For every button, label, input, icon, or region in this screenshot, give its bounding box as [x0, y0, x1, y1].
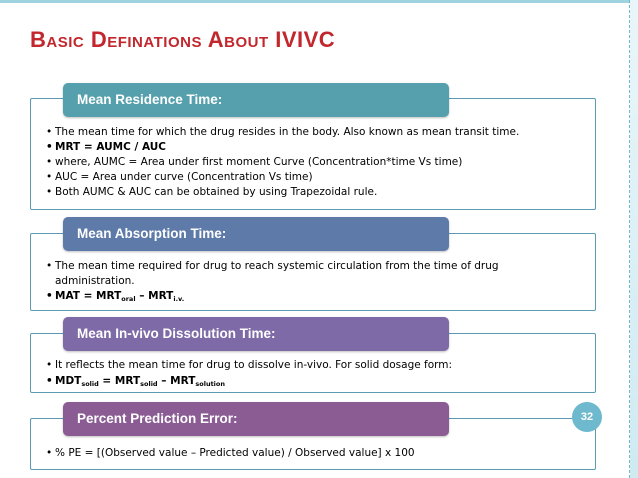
list-item: • The mean time required for drug to reach systemic circulation from the time of drug administration. — [46, 260, 499, 287]
list-item: • Both AUMC & AUC can be obtained by using Trapezoidal rule. — [46, 186, 378, 198]
top-rule — [0, 0, 638, 3]
list-item: • AUC = Area under curve (Concentration Vs time) — [46, 171, 313, 183]
header-percent-prediction-error: Percent Prediction Error: — [63, 402, 449, 436]
page-number-badge: 32 — [572, 402, 602, 432]
slide-title — [30, 28, 590, 54]
list-item-formula-mdt: • $MDT_{solid} = MRT_{solid} - MRT_{solution}$ — [46, 375, 225, 388]
list-item: • MRT = AUMC / AUC — [46, 141, 166, 153]
list-item: • The mean time for which the drug resides in the body. Also known as mean transit time. — [46, 126, 520, 138]
list-item: • It reflects the mean time for drug to dissolve in-vivo. For solid dosage form: — [46, 359, 453, 371]
list-item-formula-mat: • MAT = $MRT_{oral} - MRT_{i.v.}$ — [46, 290, 185, 303]
list-item: • % PE = [(Observed value – Predicted value) / Observed value] x 100 — [46, 447, 415, 459]
header-mean-in-vivo-dissolution-time: Mean In-vivo Dissolution Time: — [63, 317, 449, 351]
title-text: Basic Definations About IVIVC — [30, 27, 336, 52]
header-mean-absorption-time: Mean Absorption Time: — [63, 217, 449, 251]
header-mean-residence-time: Mean Residence Time: — [63, 83, 449, 117]
list-item: • where, AUMC = Area under first moment Curve (Concentration*time Vs time) — [46, 156, 463, 168]
side-tab — [630, 0, 638, 478]
